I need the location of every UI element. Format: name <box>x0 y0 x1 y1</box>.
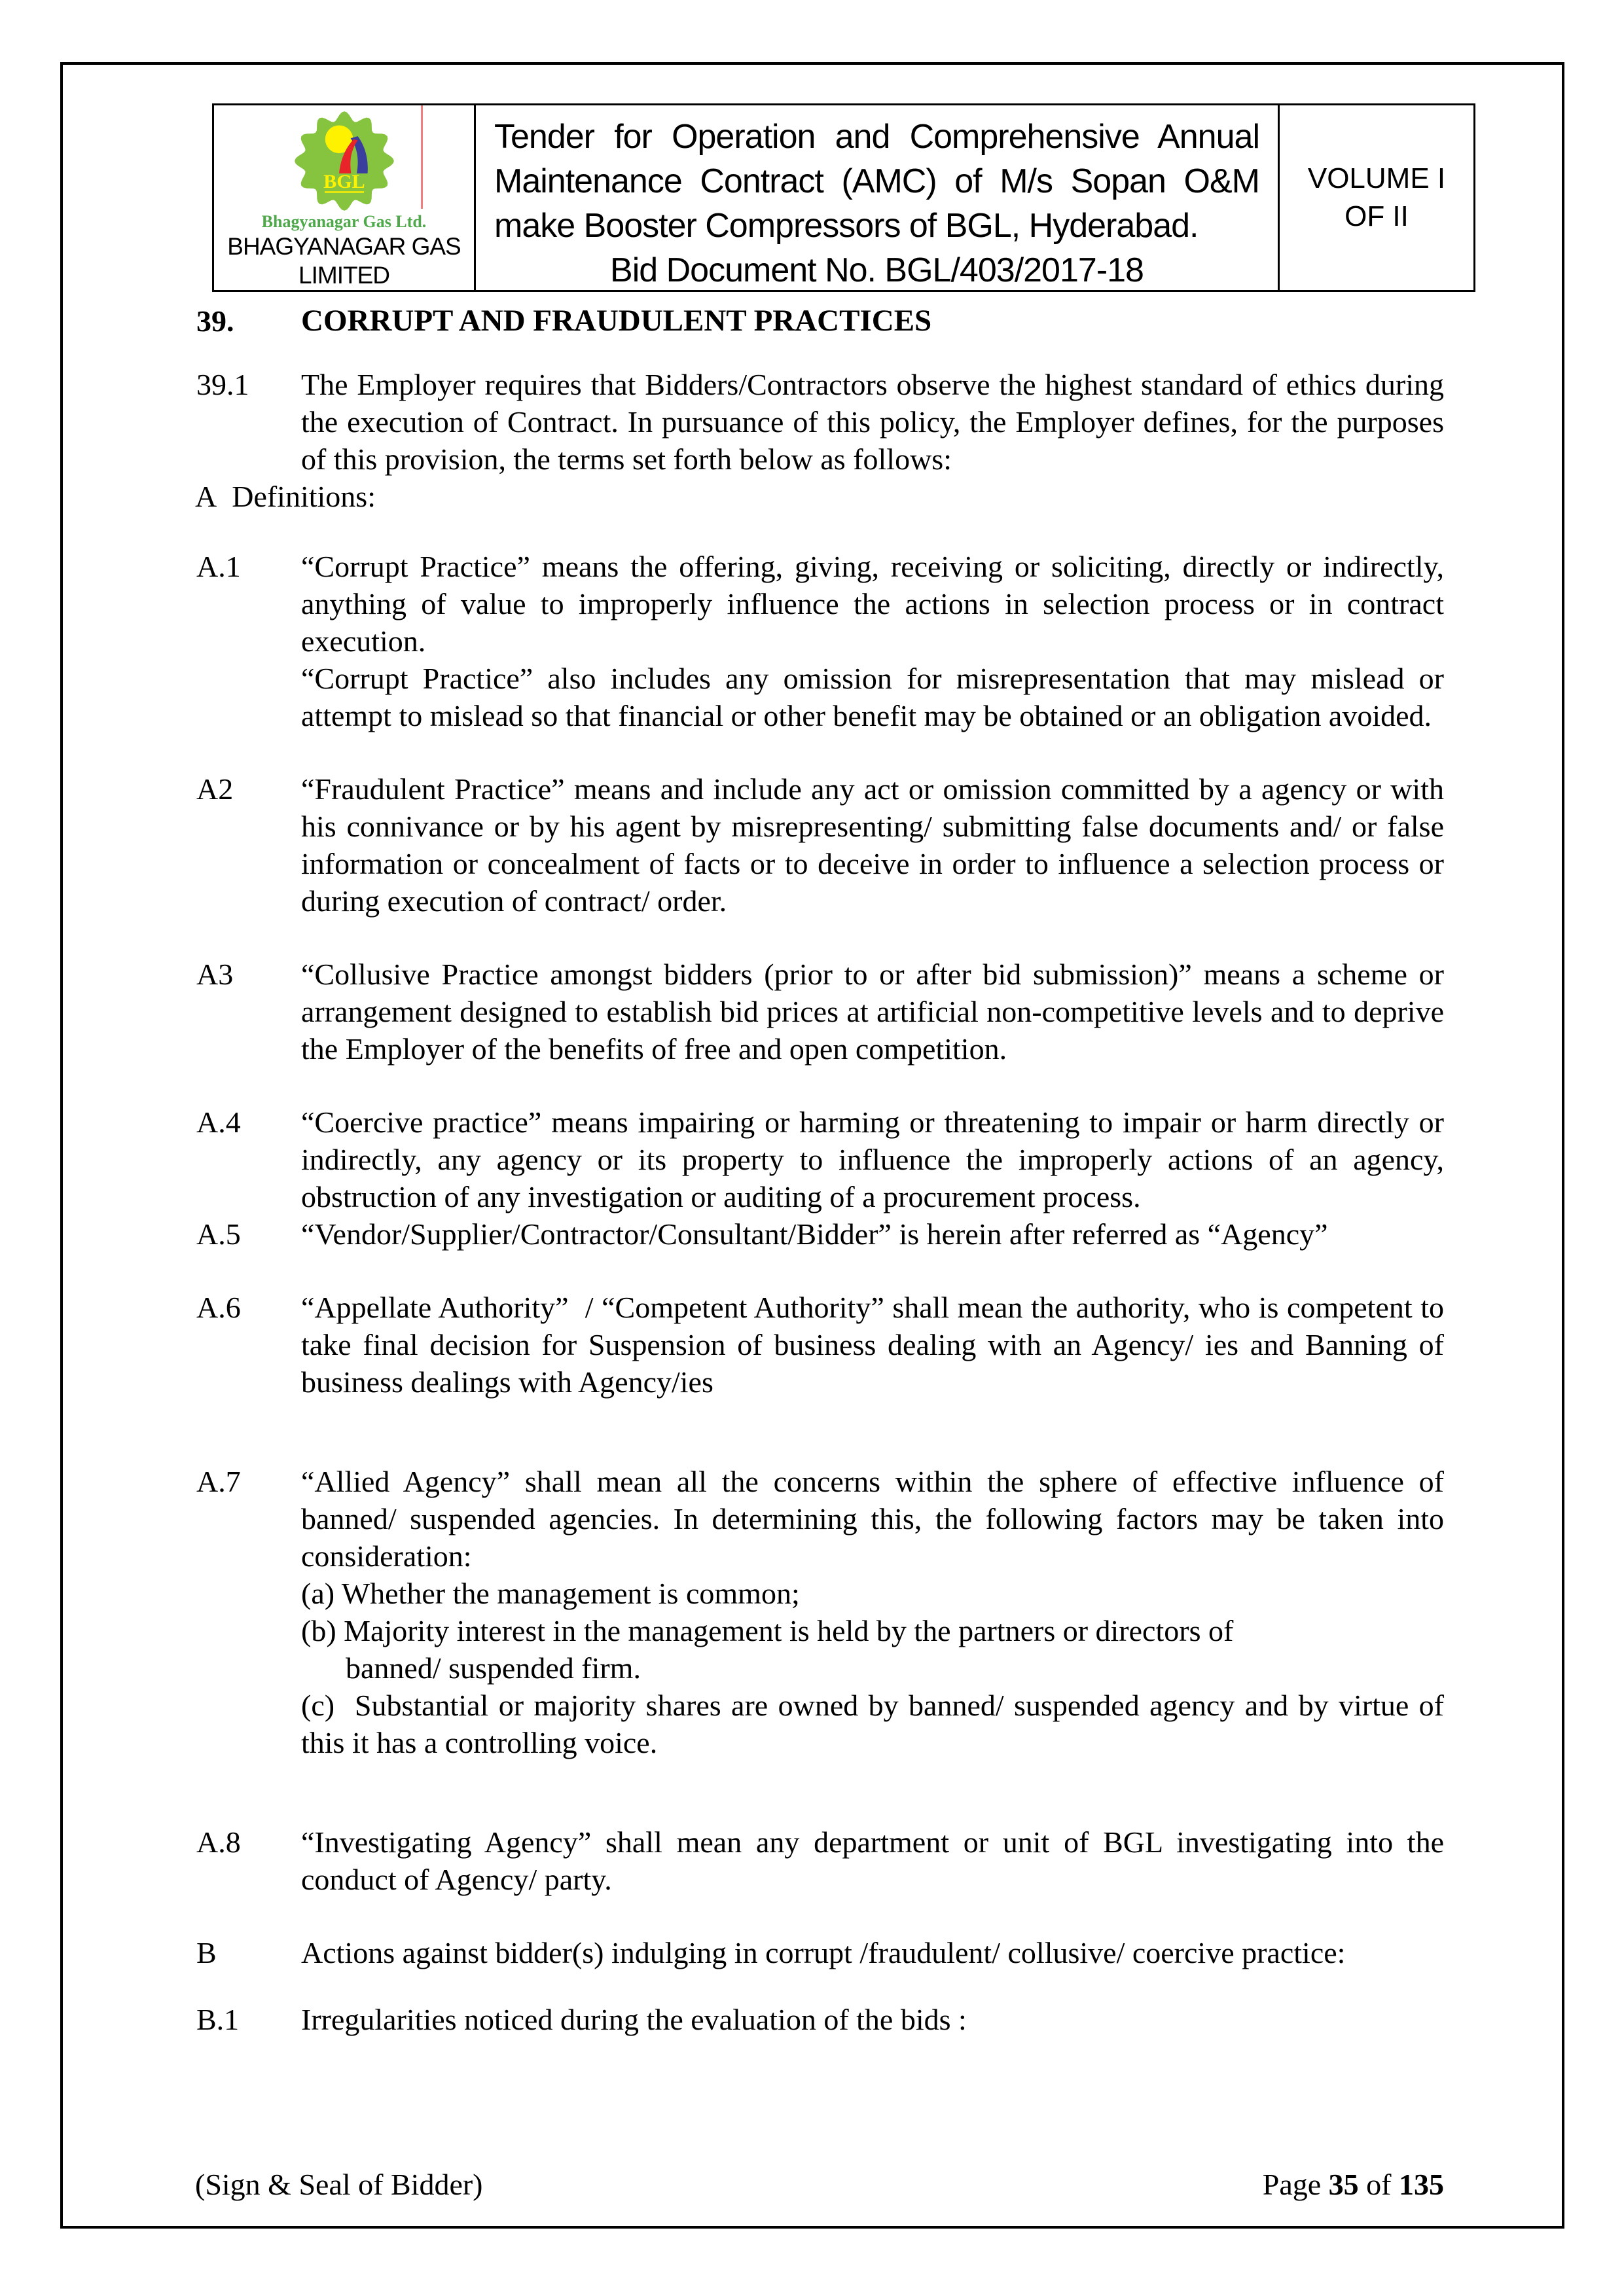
section-39-1-label: 39.1 <box>196 368 249 401</box>
section-a1-label: A.1 <box>196 550 241 583</box>
section-a6 <box>195 1289 1444 1401</box>
red-divider-line <box>421 105 423 209</box>
section-a2-text: “Fraudulent Practice” means and include any act or omission committed by a agency or with his connivance or by his agent by misrepresenting/ submitting false documents and/ or false information or concealment of facts or to deceive in order to influence a selection process or during execution of contract/ order. <box>301 772 1444 918</box>
bgl-logo <box>291 109 397 213</box>
section-39-1 <box>195 366 1444 478</box>
section-a7-item-a: (a) Whether the management is common; <box>301 1577 800 1610</box>
volume-line-1: VOLUME I <box>1307 162 1446 194</box>
section-a4-label: A.4 <box>196 1105 241 1139</box>
page-footer <box>195 2166 1444 2203</box>
of-word: of <box>1366 2168 1392 2201</box>
section-a4 <box>195 1103 1444 1215</box>
section-b1-text: Irregularities noticed during the evaluation of the bids : <box>301 2003 967 2036</box>
company-name-line2: LIMITED <box>298 262 389 289</box>
section-a1-paragraph-1: “Corrupt Practice” means the offering, giving, receiving or soliciting, directly or indirectly, anything of value to improperly influence the actions in selection process or in contract execution. <box>301 550 1444 658</box>
section-a5 <box>195 1215 1444 1253</box>
section-a3 <box>195 956 1444 1067</box>
page-current: 35 <box>1328 2168 1359 2201</box>
title-line-1: Tender for Operation and Comprehensive Annual <box>494 118 1259 156</box>
section-39-label: 39. <box>196 304 234 338</box>
document-body <box>195 302 1444 2038</box>
section-a3-label: A3 <box>196 958 234 991</box>
section-b1 <box>195 2001 1444 2038</box>
section-39 <box>195 302 1444 340</box>
section-a2-label: A2 <box>196 772 234 806</box>
section-a7-item-c: (c) Substantial or majority shares are owned by banned/ suspended agency and by virtue of this it has a controlling voice. <box>301 1689 1444 1759</box>
section-a2 <box>195 770 1444 920</box>
section-a6-text: “Appellate Authority” / “Competent Authority” shall mean the authority, who is competent to take final decision for Suspension of business dealing with an Agency/ ies and Banning of business dealings with Agency/ies <box>301 1291 1444 1399</box>
title-line-2: Maintenance Contract (AMC) of M/s Sopan O&M <box>494 162 1259 200</box>
page-total: 135 <box>1399 2168 1444 2201</box>
section-39-1-text: The Employer requires that Bidders/Contractors observe the highest standard of ethics during the execution of Contract. In pursuance of this policy, the Employer defines, for the purposes of this provision, the terms set forth below as follows: <box>301 368 1444 476</box>
section-a7-item-b: (b) Majority interest in the management is held by the partners or directors of <box>301 1614 1234 1647</box>
sign-seal-note: (Sign & Seal of Bidder) <box>195 2168 483 2201</box>
section-a8-text: “Investigating Agency” shall mean any department or unit of BGL investigating into the conduct of Agency/ party. <box>301 1825 1444 1896</box>
section-a3-text: “Collusive Practice amongst bidders (prior to or after bid submission)” means a scheme or arrangement designed to establish bid prices at artificial non-competitive levels and to deprive the Employer of the benefits of free and open competition. <box>301 958 1444 1066</box>
page-word: Page <box>1262 2168 1322 2201</box>
volume-line-2: OF II <box>1344 200 1409 232</box>
logo-cell <box>214 105 476 290</box>
section-a7-label: A.7 <box>196 1465 241 1498</box>
section-b-label: B <box>196 1936 217 1969</box>
section-b1-label: B.1 <box>196 2003 240 2036</box>
section-a1-paragraph-2: “Corrupt Practice” also includes any omission for misrepresentation that may mislead or attempt to mislead so that financial or other benefit may be obtained or an obligation avoided. <box>301 662 1444 732</box>
section-a6-label: A.6 <box>196 1291 241 1324</box>
volume-cell <box>1280 105 1473 290</box>
logo-acronym: BGL <box>323 171 365 193</box>
definitions-heading: A Definitions: <box>195 480 376 513</box>
section-b <box>195 1934 1444 1971</box>
logo-caption: Bhagyanagar Gas Ltd. <box>261 212 427 231</box>
page-number <box>1263 2166 1444 2203</box>
section-definitions <box>195 478 1444 515</box>
section-a7 <box>195 1463 1444 1761</box>
section-a7-text: “Allied Agency” shall mean all the concerns within the sphere of effective influence of banned/ suspended agencies. In determining this, the following factors may be taken into consideration: <box>301 1465 1444 1573</box>
section-a8 <box>195 1823 1444 1898</box>
section-a4-text: “Coercive practice” means impairing or harming or threatening to impair or harm directly or indirectly, any agency or its property to influence the improperly actions of an agency, obstruction of any investigation or auditing of a procurement process. <box>301 1105 1444 1213</box>
section-a7-item-b-continuation: banned/ suspended firm. <box>346 1651 641 1685</box>
title-line-4: Bid Document No. BGL/403/2017-18 <box>610 251 1144 289</box>
section-a1 <box>195 548 1444 734</box>
section-a5-text: “Vendor/Supplier/Contractor/Consultant/Bidder” is herein after referred as “Agency” <box>301 1217 1328 1251</box>
title-line-3: make Booster Compressors of BGL, Hyderabad. <box>494 207 1199 245</box>
title-cell <box>476 105 1280 290</box>
company-name-line1: BHAGYANAGAR GAS <box>227 233 461 260</box>
section-b-text: Actions against bidder(s) indulging in corrupt /fraudulent/ collusive/ coercive practice: <box>301 1936 1346 1969</box>
section-a5-label: A.5 <box>196 1217 241 1251</box>
company-name <box>227 232 460 290</box>
header-table <box>212 103 1475 292</box>
page-border <box>60 62 1564 2229</box>
section-39-heading: CORRUPT AND FRAUDULENT PRACTICES <box>301 304 932 338</box>
section-a8-label: A.8 <box>196 1825 241 1859</box>
